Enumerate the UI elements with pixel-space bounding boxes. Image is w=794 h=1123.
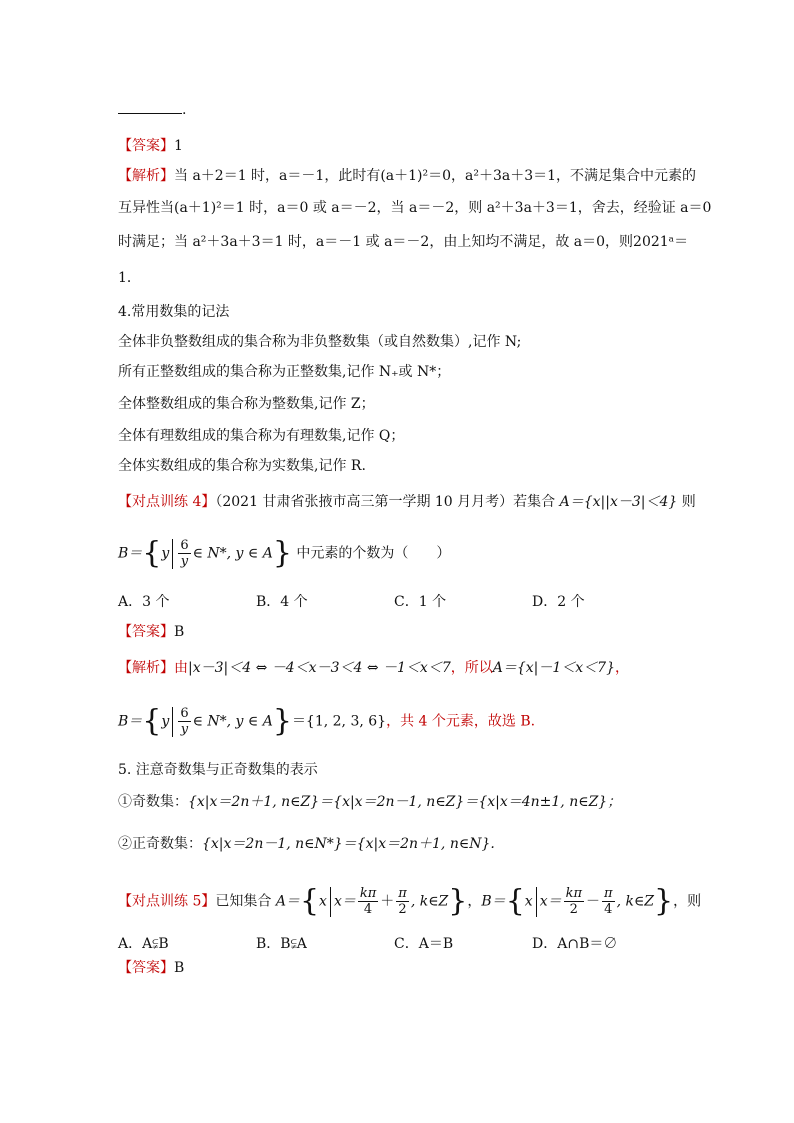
option-a: A．3 个 [118,594,170,610]
training-4-answer: 【答案】B [118,624,185,640]
section-4-item: 所有正整数组成的集合称为正整数集,记作 N₊或 N*； [118,364,451,380]
analysis-1-line-4: 1． [118,270,141,286]
section-4-item: 全体非负整数组成的集合称为非负整数集（或自然数集）,记作 N; [118,334,522,350]
section-5-title: 5. 注意奇数集与正奇数集的表示 [118,762,318,778]
training-4-set-b: B＝{y $\frac{6}{y}$ ∈ N*, y ∈ A} 中元素的个数为（ ） [118,535,451,571]
training-4-question: 【对点训练 4】（2021 甘肃省张掖市高三第一学期 10 月月考）若集合 A＝{x||x－3|＜4} 则 [118,494,696,510]
training-5-answer: 【答案】B [118,960,185,976]
fraction: $\frac{6}{y}$ [180,706,189,737]
section-4-item: 全体实数组成的集合称为实数集,记作 R. [118,458,366,474]
option-a: A．A⫋B [118,936,169,952]
section-5-odd-set: ①奇数集：{x|x＝2n＋1, n∈Z}＝{x|x＝2n－1, n∈Z}＝{x|x＝4n±1, n∈Z}； [118,794,622,810]
section-4-item: 全体整数组成的集合称为整数集,记作 Z； [118,396,375,412]
option-d: D．A∩B＝∅ [532,936,618,952]
option-c: C．A＝B [394,936,454,952]
answer-value: 1 [174,138,183,154]
analysis-1-line-1: 【解析】当 a＋2＝1 时，a＝－1，此时有(a＋1)²＝0，a²＋3a＋3＝1，不满足集合中元素的 [118,168,697,184]
answer-1 [118,136,183,156]
training-4-analysis-2: B＝{y $\frac{6}{y}$ ∈ N*, y ∈ A}＝{1, 2, 3, 6}，共 4 个元素，故选 B. [118,703,536,739]
fraction: $\frac{6}{y}$ [180,538,189,569]
analysis-1-line-3: 时满足；当 a²＋3a＋3＝1 时，a＝－1 或 a＝－2，由上知均不满足，故 a＝0，则2021ᵃ＝ [118,234,689,250]
analysis-1-line-2: 互异性当(a＋1)²＝1 时，a＝0 或 a＝－2，当 a＝－2，则 a²＋3a＋3＝1，舍去，经验证 a＝0 [118,200,712,216]
section-5-positive-odd-set: ②正奇数集：{x|x＝2n－1, n∈N*}＝{x|x＝2n＋1, n∈N}. [118,836,495,852]
training-4-options [118,592,670,612]
training-4-analysis-1: 【解析】由|x－3|＜4 ⇔ －4＜x－3＜4 ⇔ －1＜x＜7，所以A＝{x|－1＜x＜7}， [118,660,629,676]
option-c: C．1 个 [394,594,447,610]
analysis-tag: 【解析】 [118,168,174,184]
training-5-question: 【对点训练 5】已知集合 A＝{x x＝ $\frac{k\pi}{4}$ ＋ $\frac{\pi}{2}$ , k∈Z}，B＝{x x＝ $\frac{k\pi}{2}$ － $\frac{\pi}{4}$ , k∈Z}，则 [118,883,702,919]
section-4-item: 全体有理数组成的集合称为有理数集,记作 Q； [118,428,405,444]
section-4-title: 4.常用数集的记法 [118,304,230,320]
answer-tag: 【答案】 [118,138,174,154]
option-b: B．4 个 [256,594,308,610]
answer-blank-line: . [118,100,186,120]
option-b: B．B⫋A [256,936,307,952]
option-d: D．2 个 [532,594,585,610]
training-tag: 【对点训练 4】 [118,494,216,510]
set-a-expr: A＝{x||x－3|＜4} [559,494,678,510]
training-5-options [118,934,670,954]
answer-blank [118,101,182,114]
